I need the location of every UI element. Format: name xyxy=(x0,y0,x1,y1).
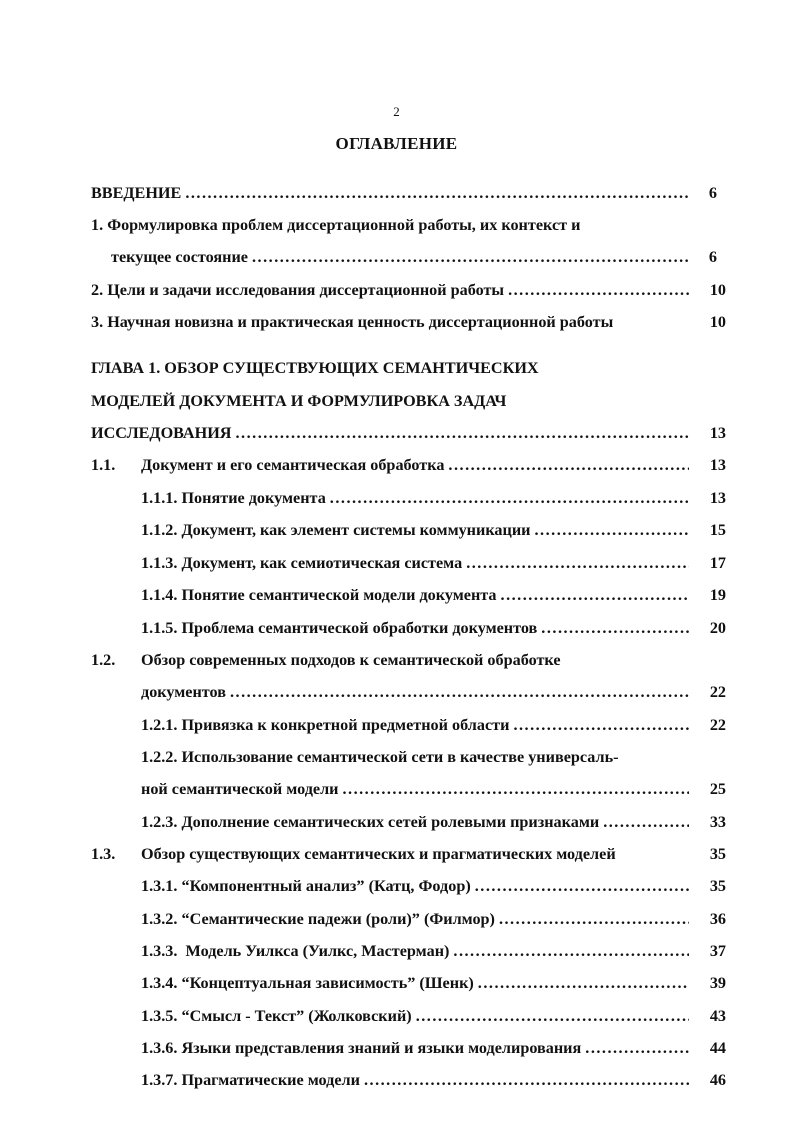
toc-entry-text: Обзор современных подходов к семантической обработке xyxy=(141,651,561,669)
toc-page-number: 19 xyxy=(709,586,726,604)
dot-leader xyxy=(513,713,689,737)
toc-entry-1-2-cont[interactable] xyxy=(141,680,689,704)
dot-leader xyxy=(330,486,689,510)
toc-chapter-1-cont[interactable] xyxy=(91,389,711,413)
toc-entry-text: 1.3.1. “Компонентный анализ” (Катц, Фодор) xyxy=(141,877,471,895)
toc-entry-text: 1.3.5. “Смысл - Текст” (Жолковский) xyxy=(141,1007,412,1025)
toc-entry-1-2-1[interactable] xyxy=(141,713,689,737)
toc-page-number: 10 xyxy=(709,313,726,331)
toc-entry-1-1-5[interactable] xyxy=(141,616,689,640)
toc-page-number: 39 xyxy=(709,974,726,992)
toc-entry-text: 1.1.3. Документ, как семиотическая система xyxy=(141,554,463,572)
toc-page-number: 46 xyxy=(709,1071,726,1089)
toc-chapter-1-cont-2[interactable] xyxy=(91,421,689,445)
toc-entry-1-3-3[interactable] xyxy=(141,939,689,963)
toc-page-number: 20 xyxy=(709,619,726,637)
toc-entry-s2[interactable] xyxy=(91,278,689,302)
toc-entry-intro[interactable] xyxy=(91,181,689,205)
toc-entry-text: 1.2.3. Дополнение семантических сетей ролевыми признаками xyxy=(141,813,600,831)
toc-entry-1-2-2[interactable] xyxy=(141,745,711,769)
toc-section-number: 1.1. xyxy=(91,456,116,474)
toc-entry-1-3-1[interactable] xyxy=(141,874,689,898)
toc-entry-1-3-2[interactable] xyxy=(141,907,689,931)
toc-entry-1-3-6[interactable] xyxy=(141,1036,689,1060)
toc-entry-text: 1.2.2. Использование семантической сети в качестве универсаль- xyxy=(141,748,619,766)
toc-entry-1-1-3[interactable] xyxy=(141,551,689,575)
toc-page-number: 13 xyxy=(709,456,726,474)
dot-leader xyxy=(585,1036,689,1060)
toc-page-number: 22 xyxy=(709,683,726,701)
toc-entry-text: 1.1.2. Документ, как элемент системы коммуникации xyxy=(141,521,531,539)
toc-entry-s1[interactable] xyxy=(91,213,711,237)
toc-entry-text: ной семантической модели xyxy=(141,780,339,798)
toc-entry-1-1-4[interactable] xyxy=(141,583,689,607)
toc-chapter-1[interactable] xyxy=(91,356,711,380)
toc-entry-s3[interactable] xyxy=(91,310,691,334)
dot-leader xyxy=(475,874,689,898)
dot-leader xyxy=(185,181,689,205)
toc-entry-1-1-1[interactable] xyxy=(141,486,689,510)
toc-entry-1-3[interactable] xyxy=(141,842,689,866)
toc-page-number: 35 xyxy=(709,845,726,863)
dot-leader xyxy=(453,939,689,963)
toc-entry-text: 1.3.7. Прагматические модели xyxy=(141,1071,360,1089)
dot-leader xyxy=(478,971,689,995)
toc-page-number: 44 xyxy=(709,1039,726,1057)
toc-entry-text: 1.1.1. Понятие документа xyxy=(141,489,326,507)
toc-entry-1-2-3[interactable] xyxy=(141,810,689,834)
toc-entry-text: документов xyxy=(141,683,226,701)
toc-entry-text: текущее состояние xyxy=(111,248,248,266)
dot-leader xyxy=(508,278,689,302)
toc-page-number: 37 xyxy=(709,942,726,960)
toc-entry-1-2[interactable] xyxy=(141,648,711,672)
toc-page-number: 33 xyxy=(709,813,726,831)
toc-entry-text: 1. Формулировка проблем диссертационной работы, их контекст и xyxy=(91,216,581,234)
toc-entry-text: 2. Цели и задачи исследования диссертационной работы xyxy=(91,281,505,299)
toc-section-number: 1.3. xyxy=(91,845,116,863)
dot-leader xyxy=(416,1004,689,1028)
toc-page-number: 25 xyxy=(709,780,726,798)
toc-entry-text: 1.2.1. Привязка к конкретной предметной области xyxy=(141,716,510,734)
toc-page-number: 43 xyxy=(709,1007,726,1025)
toc-entry-text: ВВЕДЕНИЕ xyxy=(91,184,182,202)
toc-entry-1-3-7[interactable] xyxy=(141,1068,689,1092)
toc-page-number: 6 xyxy=(708,184,717,202)
toc-page-number: 10 xyxy=(709,281,726,299)
toc-entry-1-2-2-cont[interactable] xyxy=(141,777,689,801)
toc-entry-1-1[interactable] xyxy=(141,453,689,477)
toc-entry-text: 1.3.2. “Семантические падежи (роли)” (Филмор) xyxy=(141,910,495,928)
toc-entry-text: Обзор существующих семантических и прагматических моделей xyxy=(141,845,616,863)
toc-page-number: 35 xyxy=(709,877,726,895)
toc-entry-text: ГЛАВА 1. ОБЗОР СУЩЕСТВУЮЩИХ СЕМАНТИЧЕСКИХ xyxy=(91,359,539,377)
toc-entry-1-3-5[interactable] xyxy=(141,1004,689,1028)
toc-entry-s1-cont[interactable] xyxy=(111,245,689,269)
dot-leader xyxy=(230,680,689,704)
toc-page-number: 15 xyxy=(709,521,726,539)
toc-page-number: 13 xyxy=(709,424,726,442)
dot-leader xyxy=(499,907,689,931)
dot-leader xyxy=(364,1068,689,1092)
toc-entry-text: МОДЕЛЕЙ ДОКУМЕНТА И ФОРМУЛИРОВКА ЗАДАЧ xyxy=(91,392,507,410)
toc-page-number: 13 xyxy=(709,489,726,507)
page-number: 2 xyxy=(393,104,400,119)
toc-entry-text: 3. Научная новизна и практическая ценность диссертационной работы xyxy=(91,313,614,331)
toc-entry-1-3-4[interactable] xyxy=(141,971,689,995)
dot-leader xyxy=(252,245,689,269)
toc-page-number: 17 xyxy=(709,554,726,572)
toc-section-number: 1.2. xyxy=(91,651,116,669)
toc-page-number: 36 xyxy=(709,910,726,928)
dot-leader xyxy=(603,810,689,834)
toc-entry-text: ИССЛЕДОВАНИЯ xyxy=(91,424,232,442)
toc-entry-1-1-2[interactable] xyxy=(141,518,689,542)
toc-entry-text: 1.1.4. Понятие семантической модели документа xyxy=(141,586,497,604)
toc-entry-text: 1.3.4. “Концептуальная зависимость” (Шенк) xyxy=(141,974,474,992)
dot-leader xyxy=(541,616,689,640)
dot-leader xyxy=(448,453,689,477)
dot-leader xyxy=(342,777,689,801)
toc-entry-text: 1.1.5. Проблема семантической обработки документов xyxy=(141,619,538,637)
page-title: ОГЛАВЛЕНИЕ xyxy=(335,134,458,153)
dot-leader xyxy=(501,583,689,607)
toc-entry-text: 1.3.3. Модель Уилкса (Уилкс, Мастерман) xyxy=(141,942,450,960)
dot-leader xyxy=(236,421,690,445)
toc-page-number: 22 xyxy=(709,716,726,734)
toc-entry-text: 1.3.6. Языки представления знаний и языки моделирования xyxy=(141,1039,582,1057)
toc-page-number: 6 xyxy=(708,248,717,266)
dot-leader xyxy=(466,551,689,575)
dot-leader xyxy=(535,518,690,542)
toc-entry-text: Документ и его семантическая обработка xyxy=(141,456,445,474)
